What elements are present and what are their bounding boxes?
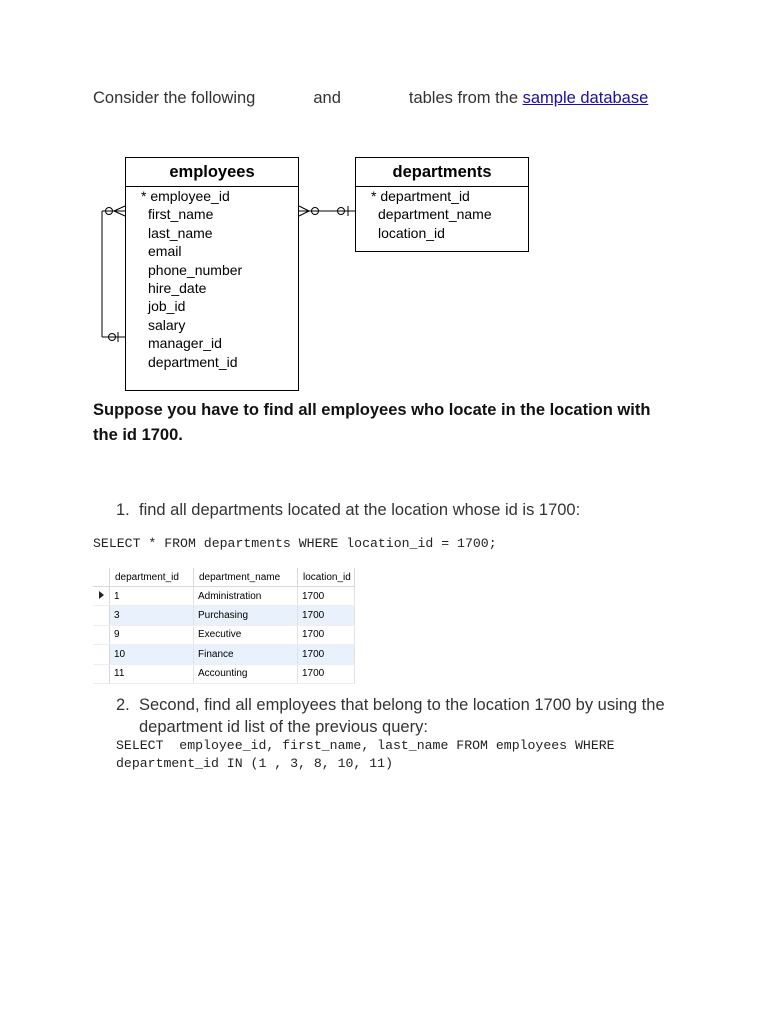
employees-attr: salary (148, 316, 186, 333)
result-grid (93, 568, 355, 684)
table-row[interactable] (93, 587, 355, 606)
table-cell[interactable]: 10 (110, 645, 194, 664)
intro-text-before: Consider the following (93, 89, 256, 107)
table-row[interactable] (93, 606, 355, 625)
employees-attr: department_id (148, 353, 238, 370)
table-cell[interactable]: 1700 (298, 625, 355, 644)
employees-attr: email (148, 243, 182, 260)
row-selector[interactable] (93, 664, 110, 683)
table-cell[interactable]: 1700 (298, 645, 355, 664)
table-cell[interactable]: 1700 (298, 664, 355, 683)
intro-paragraph (93, 86, 693, 111)
employees-entity-title: employees (126, 158, 298, 187)
employees-attr: hire_date (148, 280, 207, 297)
step-text: Second, find all employees that belong to the location 1700 by using the department id list of the previous query: (139, 696, 665, 736)
table-cell[interactable]: 1 (110, 587, 194, 606)
step-text: find all departments located at the location whose id is 1700: (139, 501, 581, 519)
employees-attr: first_name (148, 206, 214, 223)
employees-attr: manager_id (148, 335, 222, 352)
table-cell[interactable]: Purchasing (194, 606, 298, 625)
departments-attr: location_id (378, 224, 445, 241)
employees-attr: phone_number (148, 261, 243, 278)
grid-corner (93, 568, 110, 587)
employees-entity (125, 157, 299, 391)
departments-pk-attr: * department_id (371, 188, 470, 204)
table-cell[interactable]: Accounting (194, 664, 298, 683)
sample-database-link[interactable]: sample database (522, 89, 649, 107)
table-cell[interactable]: 11 (110, 664, 194, 683)
erd-diagram (100, 156, 540, 392)
column-header[interactable]: department_id (110, 568, 194, 587)
table-cell[interactable]: 1700 (298, 606, 355, 625)
employees-attr: job_id (148, 298, 186, 315)
sql-query-2: SELECT employee_id, first_name, last_name FROM employees WHERE department_id IN (1 , 3, 8, 10, 11) (116, 738, 615, 771)
column-header[interactable]: location_id (298, 568, 355, 587)
step-number: 1. (116, 501, 130, 519)
intro-text-after: tables from the (408, 89, 519, 107)
employees-attr: last_name (148, 224, 213, 241)
table-cell[interactable]: Executive (194, 625, 298, 644)
row-selector[interactable] (93, 587, 110, 606)
table-row[interactable] (93, 645, 355, 664)
table-cell[interactable]: 1700 (298, 587, 355, 606)
employees-pk-attr: * employee_id (141, 188, 230, 204)
sql-query-1: SELECT * FROM departments WHERE location_id = 1700; (93, 536, 497, 551)
self-relationship-line (102, 206, 125, 342)
table-cell[interactable]: Finance (194, 645, 298, 664)
column-header[interactable]: department_name (194, 568, 298, 587)
question-text: Suppose you have to find all employees who locate in the location with the id 1700. (93, 401, 651, 444)
intro-text-mid: and (313, 89, 341, 107)
table-cell[interactable]: 3 (110, 606, 194, 625)
departments-attr: department_name (378, 206, 492, 223)
table-cell[interactable]: 9 (110, 625, 194, 644)
grid-header-row (93, 568, 355, 587)
step-number: 2. (116, 696, 130, 714)
row-selector[interactable] (93, 625, 110, 644)
departments-entity-title: departments (356, 158, 528, 187)
table-row[interactable] (93, 664, 355, 683)
departments-entity (355, 157, 529, 252)
table-cell[interactable]: Administration (194, 587, 298, 606)
step-1 (116, 499, 736, 521)
row-selector[interactable] (93, 606, 110, 625)
dept-relationship-line (299, 206, 355, 216)
row-selector[interactable] (93, 645, 110, 664)
step-2 (116, 694, 696, 738)
table-row[interactable] (93, 625, 355, 644)
row-cursor-icon (99, 591, 104, 599)
